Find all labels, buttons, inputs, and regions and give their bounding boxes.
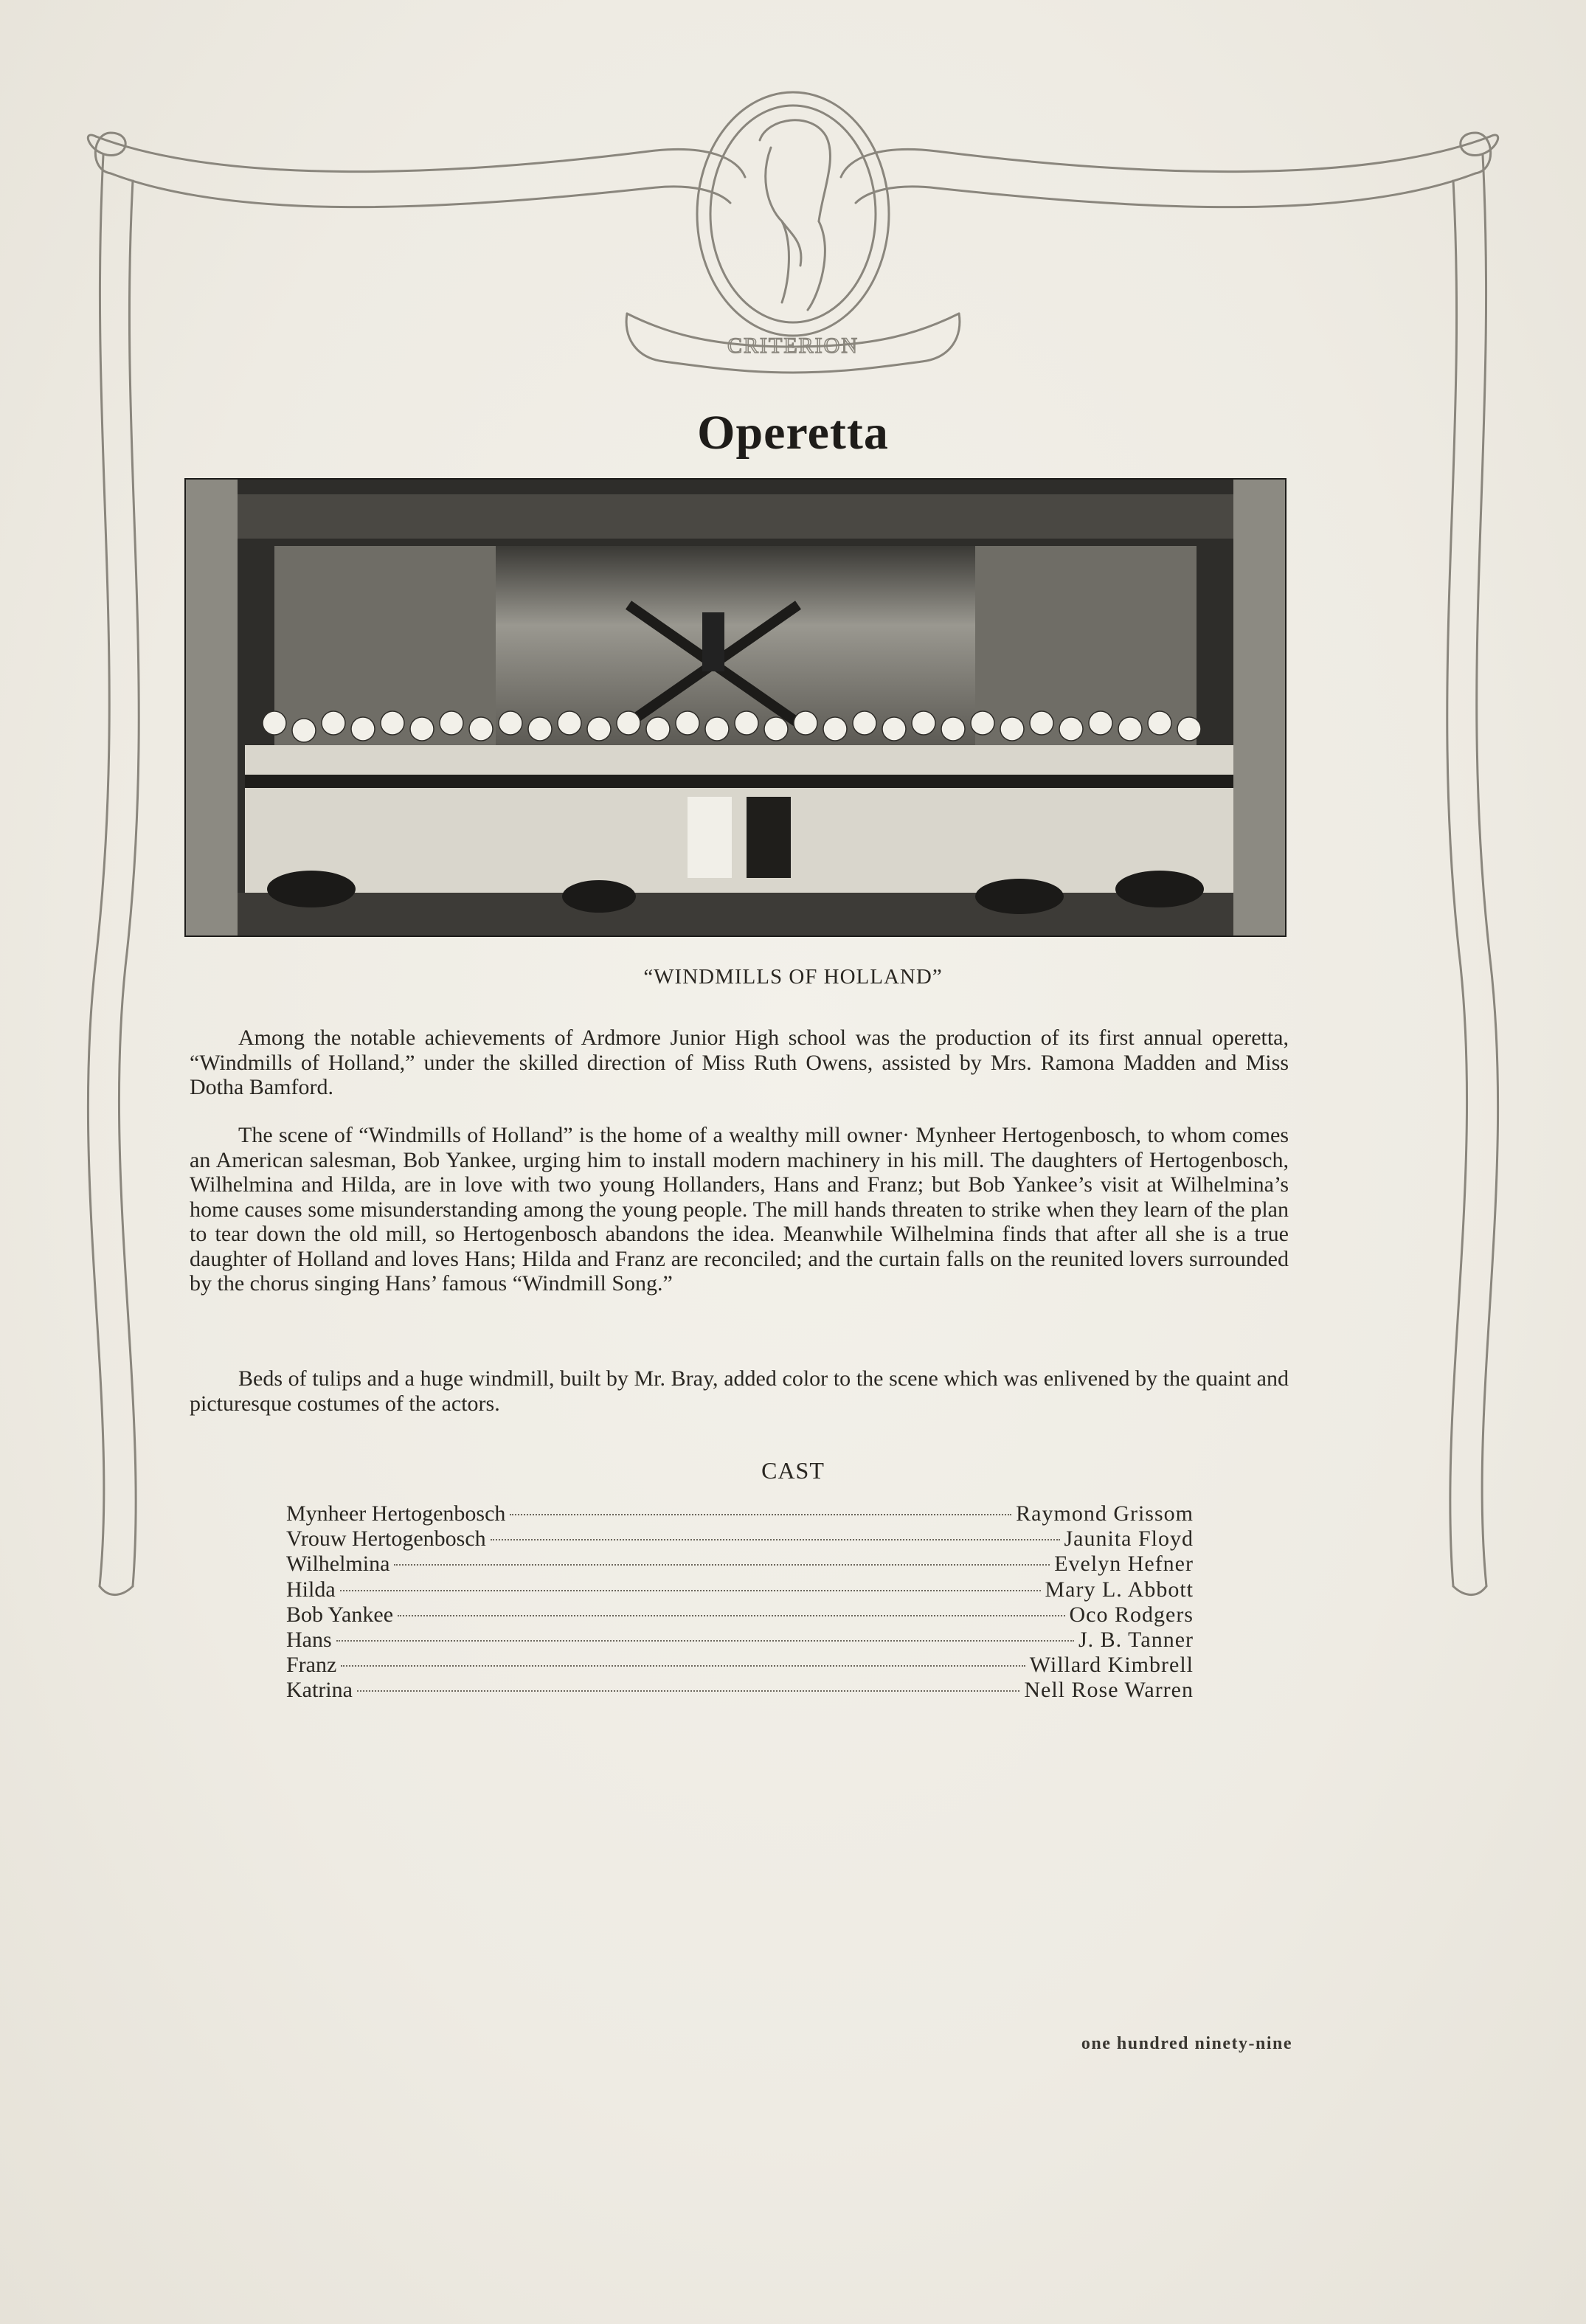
dot-leader [340, 1590, 1041, 1591]
cast-actor: Evelyn Hefner [1054, 1552, 1194, 1577]
cast-actor: Mary L. Abbott [1045, 1577, 1194, 1602]
cast-role: Wilhelmina [286, 1552, 390, 1577]
dot-leader [341, 1665, 1025, 1667]
body-paragraph: Among the notable achievements of Ardmore Junior High school was the production of its first annual operetta, “Windmills of Holland,” under the skilled direction of Miss Ruth Owens, assisted by Mrs. Ramona Madden and Miss Dotha Bamford. [190, 1026, 1289, 1099]
stage-photo [184, 478, 1287, 937]
cast-row [286, 1577, 1194, 1602]
dot-leader [398, 1615, 1065, 1616]
cast-actor: Oco Rodgers [1069, 1602, 1194, 1627]
body-paragraph: The scene of “Windmills of Holland” is the home of a wealthy mill owner· Mynheer Hertogenbosch, to whom comes an American salesman, Bob Yankee, urging him to install modern machinery in his mill. The daughters of Hertogenbosch, Wilhelmina and Hilda, are in love with two young Hollanders, Hans and Franz; but Bob Yankee’s visit at Wilhelmina’s home causes some misunderstanding among the young people. The mill hands threaten to strike when they learn of the plan to tear down the old mill, so Hertogenbosch abandons the idea. Meanwhile Wilhelmina finds that after all she is a true daughter of Holland and loves Hans; Hilda and Franz are reconciled; and the curtain falls on the reunited lovers surrounded by the chorus singing Hans’ famous “Windmill Song.” [190, 1123, 1289, 1296]
cast-row [286, 1628, 1194, 1653]
cast-list [286, 1501, 1194, 1704]
cast-row [286, 1526, 1194, 1552]
cast-row [286, 1552, 1194, 1577]
dot-leader [491, 1539, 1060, 1540]
dot-leader [394, 1564, 1050, 1566]
dot-leader [336, 1640, 1074, 1642]
cast-role: Hilda [286, 1577, 336, 1602]
cast-role: Franz [286, 1653, 337, 1678]
cast-role: Mynheer Hertogenbosch [286, 1501, 506, 1526]
cast-actor: Willard Kimbrell [1029, 1653, 1194, 1678]
dot-leader [510, 1514, 1011, 1515]
page-title: Operetta [697, 406, 889, 460]
cast-actor: J. B. Tanner [1078, 1627, 1194, 1652]
cast-actor: Nell Rose Warren [1024, 1678, 1194, 1703]
page-number: one hundred ninety-nine [1081, 2034, 1292, 2053]
cast-role: Katrina [286, 1678, 353, 1703]
cast-heading: CAST [761, 1457, 825, 1484]
cast-row [286, 1501, 1194, 1526]
emblem-text: CRITERION [727, 333, 859, 358]
cast-role: Vrouw Hertogenbosch [286, 1526, 486, 1552]
cast-role: Hans [286, 1627, 332, 1652]
dot-leader [357, 1690, 1019, 1692]
cast-role: Bob Yankee [286, 1602, 394, 1627]
cast-row [286, 1678, 1194, 1703]
cast-actor: Raymond Grissom [1016, 1501, 1194, 1526]
body-paragraph: Beds of tulips and a huge windmill, built by Mr. Bray, added color to the scene which was enlivened by the quaint and picturesque costumes of the actors. [190, 1366, 1289, 1416]
cast-actor: Jaunita Floyd [1064, 1526, 1194, 1552]
cast-row [286, 1602, 1194, 1628]
cast-row [286, 1653, 1194, 1678]
photo-caption: “WINDMILLS OF HOLLAND” [643, 965, 943, 989]
